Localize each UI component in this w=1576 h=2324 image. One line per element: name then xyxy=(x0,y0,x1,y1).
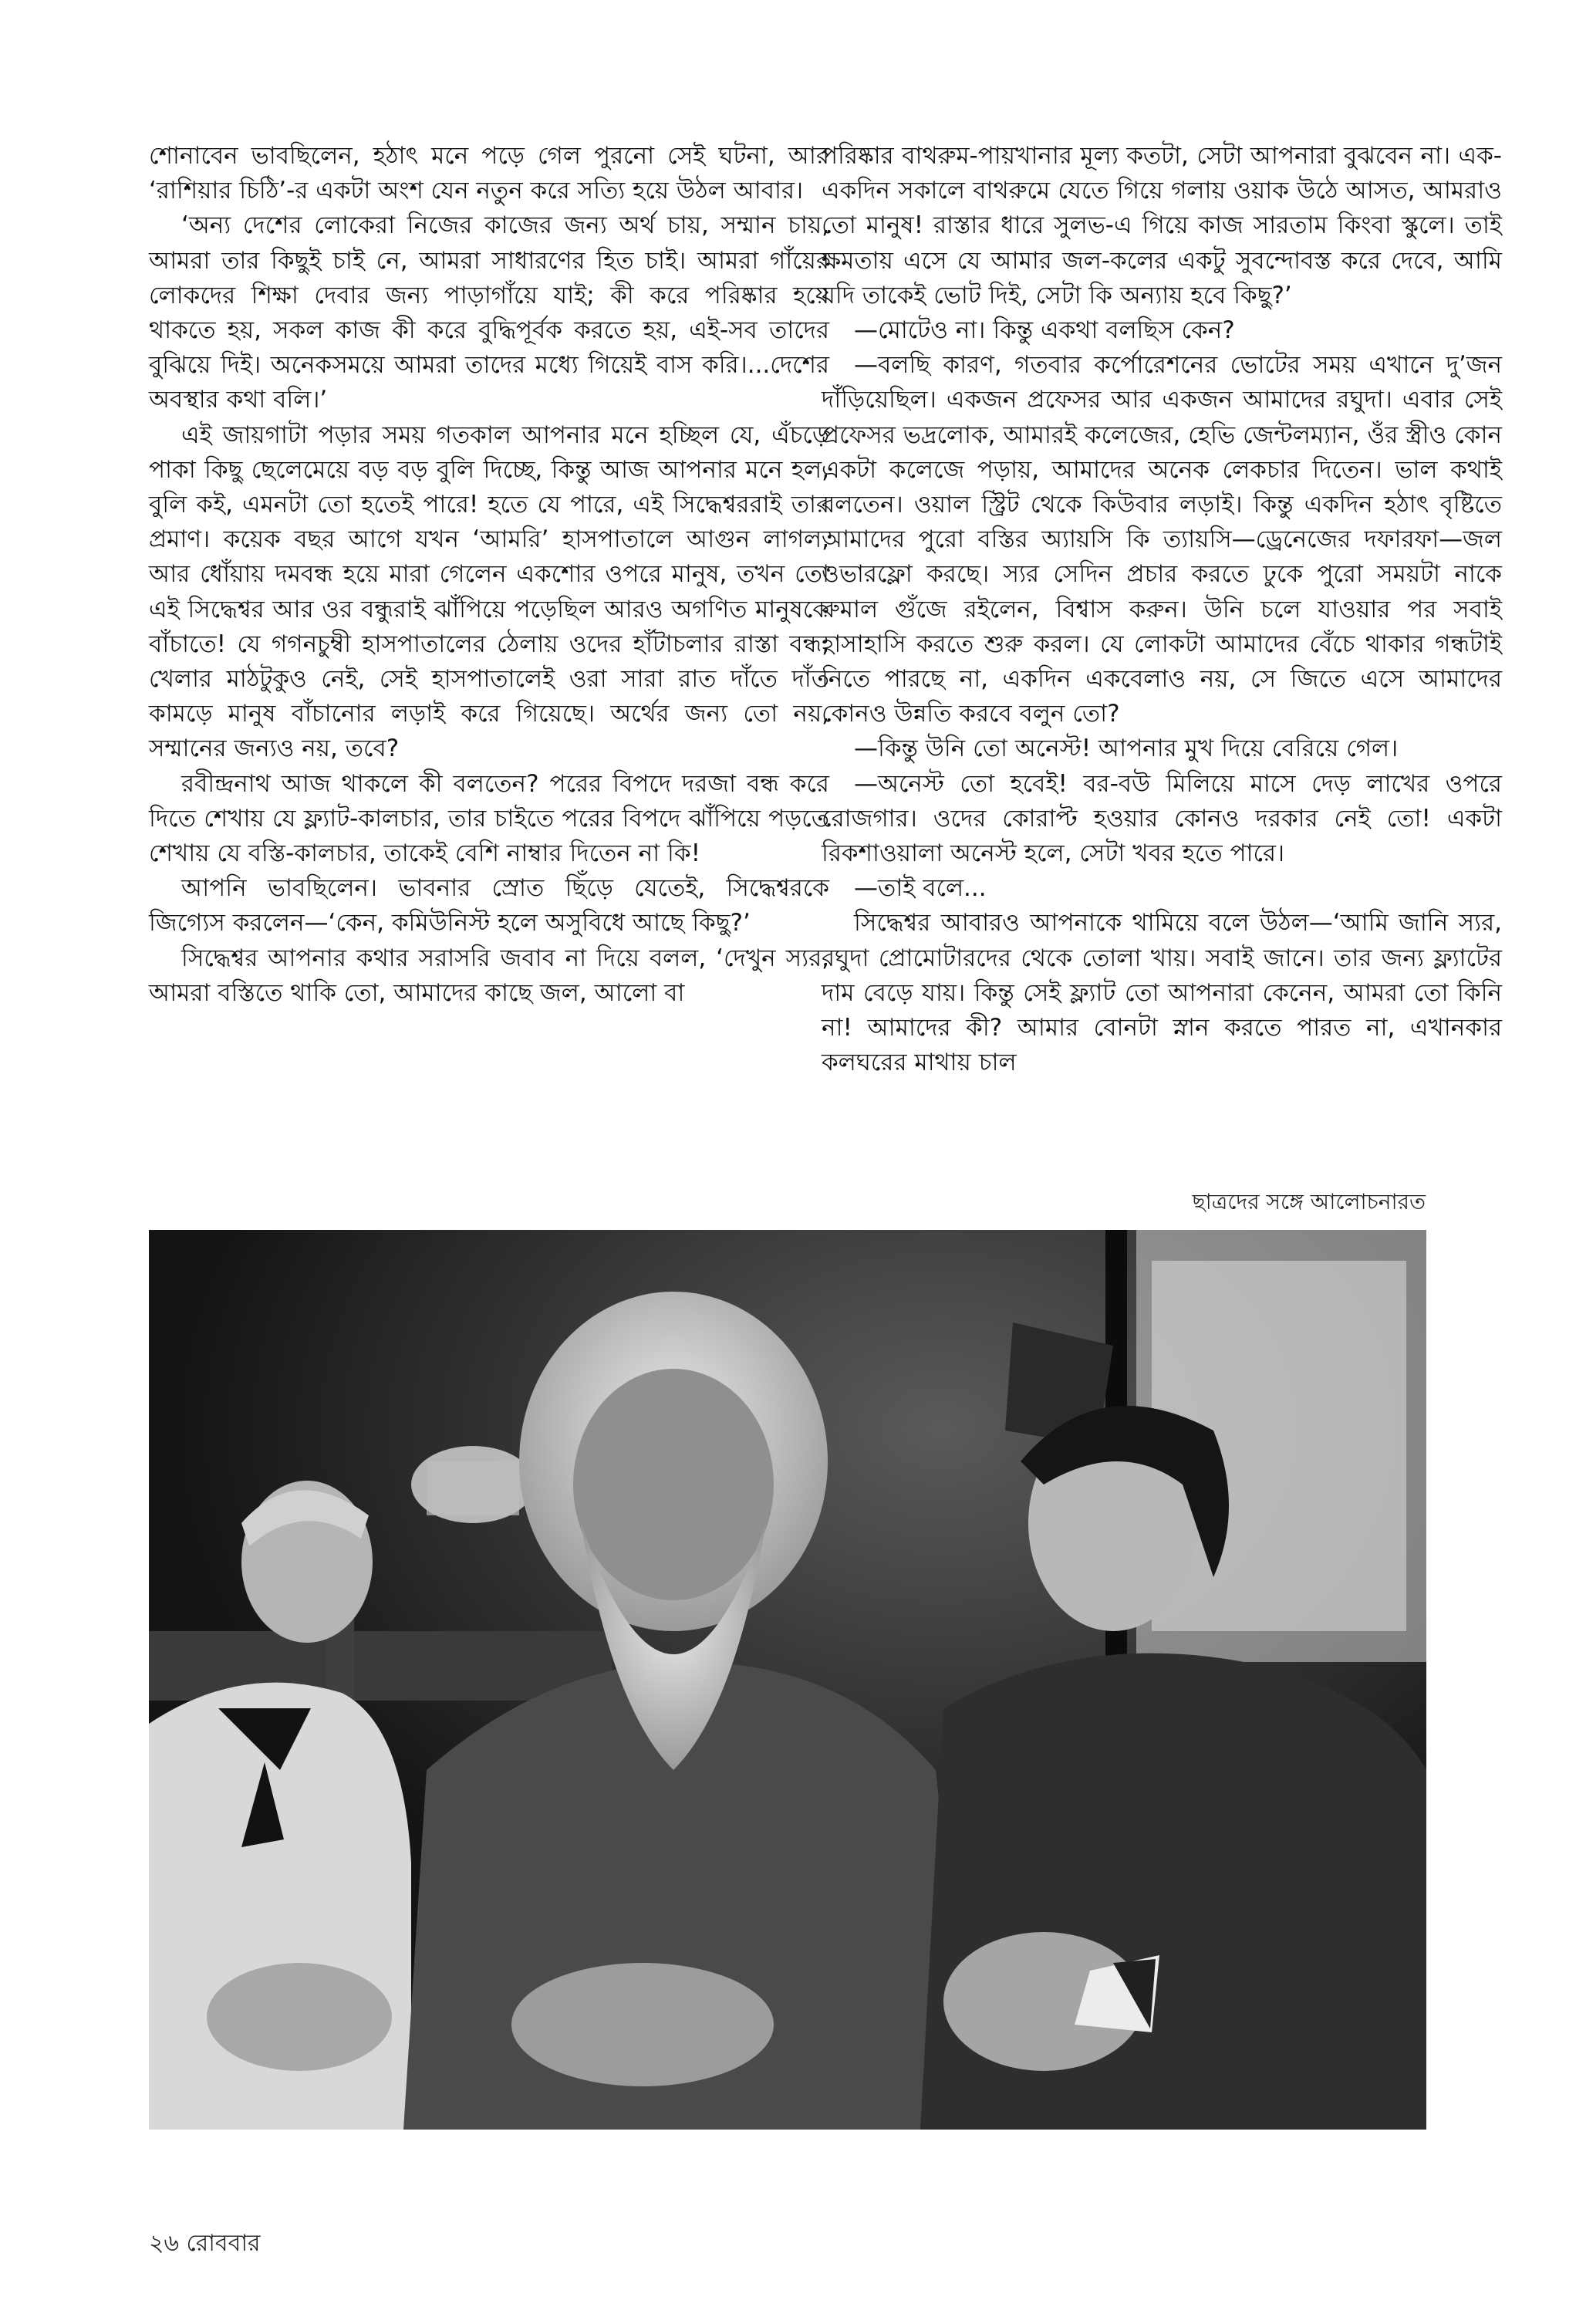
photograph xyxy=(149,1230,1426,2130)
paragraph: এই জায়গাটা পড়ার সময় গতকাল আপনার মনে হচ্ছিল যে, এঁচড়ে পাকা কিছু ছেলেমেয়ে বড় বড় বুলি দিচ্ছে, কিন্তু আজ আপনার মনে হল, বুলি কই, এমনটা তো হতেই পারে! হতে যে পারে, এই সিদ্ধেশ্বররাই তার প্রমাণ। কয়েক বছর আগে যখন ‘আমরি’ হাসপাতালে আগুন লাগল, আর ধোঁয়ায় দমবন্ধ হয়ে মারা গেলেন একশোর ওপরে মানুষ, তখন তো এই সিদ্ধেশ্বর আর ওর বন্ধুরাই ঝাঁপিয়ে পড়েছিল আরও অগণিত মানুষকে বাঁচাতে! যে গগনচুম্বী হাসপাতালের ঠেলায় ওদের হাঁটাচলার রাস্তা বন্ধ, খেলার মাঠটুকুও নেই, সেই হাসপাতালেই ওরা সারা রাত দাঁতে দাঁত কামড়ে মানুষ বাঁচানোর লড়াই করে গিয়েছে। অর্থের জন্য তো নয়, সম্মানের জন্যও নয়, তবে? xyxy=(149,421,829,763)
paragraph: সিদ্ধেশ্বর আবারও আপনাকে থামিয়ে বলে উঠল—‘আমি জানি স্যর, রঘুদা প্রোমোটারদের থেকে তোলা খায়। সবাই জানে। তার জন্য ফ্ল্যাটের দাম বেড়ে যায়। কিন্তু সেই ফ্ল্যাট তো আপনারা কেনেন, আমরা তো কিনি না! আমাদের কী? আমার বোনটা স্নান করতে পারত না, এখানকার কলঘরের মাথায় চাল xyxy=(822,909,1502,1077)
paragraph: —মোটেও না। কিন্তু একথা বলছিস কেন? xyxy=(854,316,1235,345)
paragraph: রবীন্দ্রনাথ আজ থাকলে কী বলতেন? পরের বিপদে দরজা বন্ধ করে দিতে শেখায় যে ফ্ল্যাট-কালচার, তার চাইতে পরের বিপদে ঝাঁপিয়ে পড়তে শেখায় যে বস্তি-কালচার, তাকেই বেশি নাম্বার দিতেন না কি! xyxy=(149,769,829,868)
paragraph: —অনেস্ট তো হবেই! বর-বউ মিলিয়ে মাসে দেড় লাখের ওপরে রোজগার। ওদের কোরাপ্ট হওয়ার কোনও দরকার নেই তো! একটা রিকশাওয়ালা অনেস্ট হলে, সেটা খবর হতে পারে। xyxy=(822,769,1502,868)
photograph-illustration xyxy=(149,1230,1426,2130)
left-text-column xyxy=(149,139,829,1011)
paragraph: —বলছি কারণ, গতবার কর্পোরেশনের ভোটের সময় এখানে দু’জন দাঁড়িয়েছিল। একজন প্রফেসর আর একজন আমাদের রঘুদা। এবার সেই প্রফেসর ভদ্রলোক, আমারই কলেজের, হেভি জেন্টলম্যান, ওঁর স্ত্রীও কোন একটা কলেজে পড়ায়, আমাদের অনেক লেকচার দিতেন। ভাল কথাই বলতেন। ওয়াল স্ট্রিট থেকে কিউবার লড়াই। কিন্তু একদিন হঠাৎ বৃষ্টিতে আমাদের পুরো বস্তির অ্যায়সি কি ত্যায়সি—ড্রেনেজের দফারফা—জল ওভারফ্লো করছে। স্যর সেদিন প্রচার করতে ঢুকে পুরো সময়টা নাকে রুমাল গুঁজে রইলেন, বিশ্বাস করুন। উনি চলে যাওয়ার পর সবাই হাসাহাসি করতে শুরু করল। যে লোকটা আমাদের বেঁচে থাকার গন্ধটাই নিতে পারছে না, একদিন একবেলাও নয়, সে জিতে এসে আমাদের কোনও উন্নতি করবে বলুন তো? xyxy=(822,351,1502,728)
right-text-column xyxy=(822,139,1502,1080)
paragraph: সিদ্ধেশ্বর আপনার কথার সরাসরি জবাব না দিয়ে বলল, ‘দেখুন স্যর, আমরা বস্তিতে থাকি তো, আমাদের কাছে জল, আলো বা xyxy=(149,944,829,1007)
paragraph: শোনাবেন ভাবছিলেন, হঠাৎ মনে পড়ে গেল পুরনো সেই ঘটনা, আর ‘রাশিয়ার চিঠি’-র একটা অংশ যেন নতুন করে সত্যি হয়ে উঠল আবার। xyxy=(149,142,829,205)
page-folio: ২৬ রোববার xyxy=(149,2230,261,2257)
paragraph: আপনি ভাবছিলেন। ভাবনার স্রোত ছিঁড়ে যেতেই, সিদ্ধেশ্বরকে জিগ্যেস করলেন—‘কেন, কমিউনিস্ট হলে অসুবিধে আছে কিছু?’ xyxy=(149,874,829,937)
photo-caption: ছাত্রদের সঙ্গে আলোচনারত xyxy=(1192,1189,1426,1214)
paragraph: পরিষ্কার বাথরুম-পায়খানার মূল্য কতটা, সেটা আপনারা বুঝবেন না। এক-একদিন সকালে বাথরুমে যেতে গিয়ে গলায় ওয়াক উঠে আসত, আমরাও তো মানুষ! রাস্তার ধারে সুলভ-এ গিয়ে কাজ সারতাম কিংবা স্কুলে। তাই ক্ষমতায় এসে যে আমার জল-কলের একটু সুবন্দোবস্ত করে দেবে, আমি যদি তাকেই ভোট দিই, সেটা কি অন্যায় হবে কিছু?’ xyxy=(822,142,1502,309)
paragraph: —কিন্তু উনি তো অনেস্ট! আপনার মুখ দিয়ে বেরিয়ে গেল। xyxy=(854,735,1399,763)
paragraph: —তাই বলে... xyxy=(854,874,987,903)
paragraph: ‘অন্য দেশের লোকেরা নিজের কাজের জন্য অর্থ চায়, সম্মান চায়, আমরা তার কিছুই চাই নে, আমরা সাধারণের হিত চাই। আমরা গাঁয়ের লোকদের শিক্ষা দেবার জন্য পাড়াগাঁয়ে যাই; কী করে পরিষ্কার হয়ে থাকতে হয়, সকল কাজ কী করে বুদ্ধিপূর্বক করতে হয়, এই-সব তাদের বুঝিয়ে দিই। অনেকসময়ে আমরা তাদের মধ্যে গিয়েই বাস করি।...দেশের অবস্থার কথা বলি।’ xyxy=(149,211,829,414)
